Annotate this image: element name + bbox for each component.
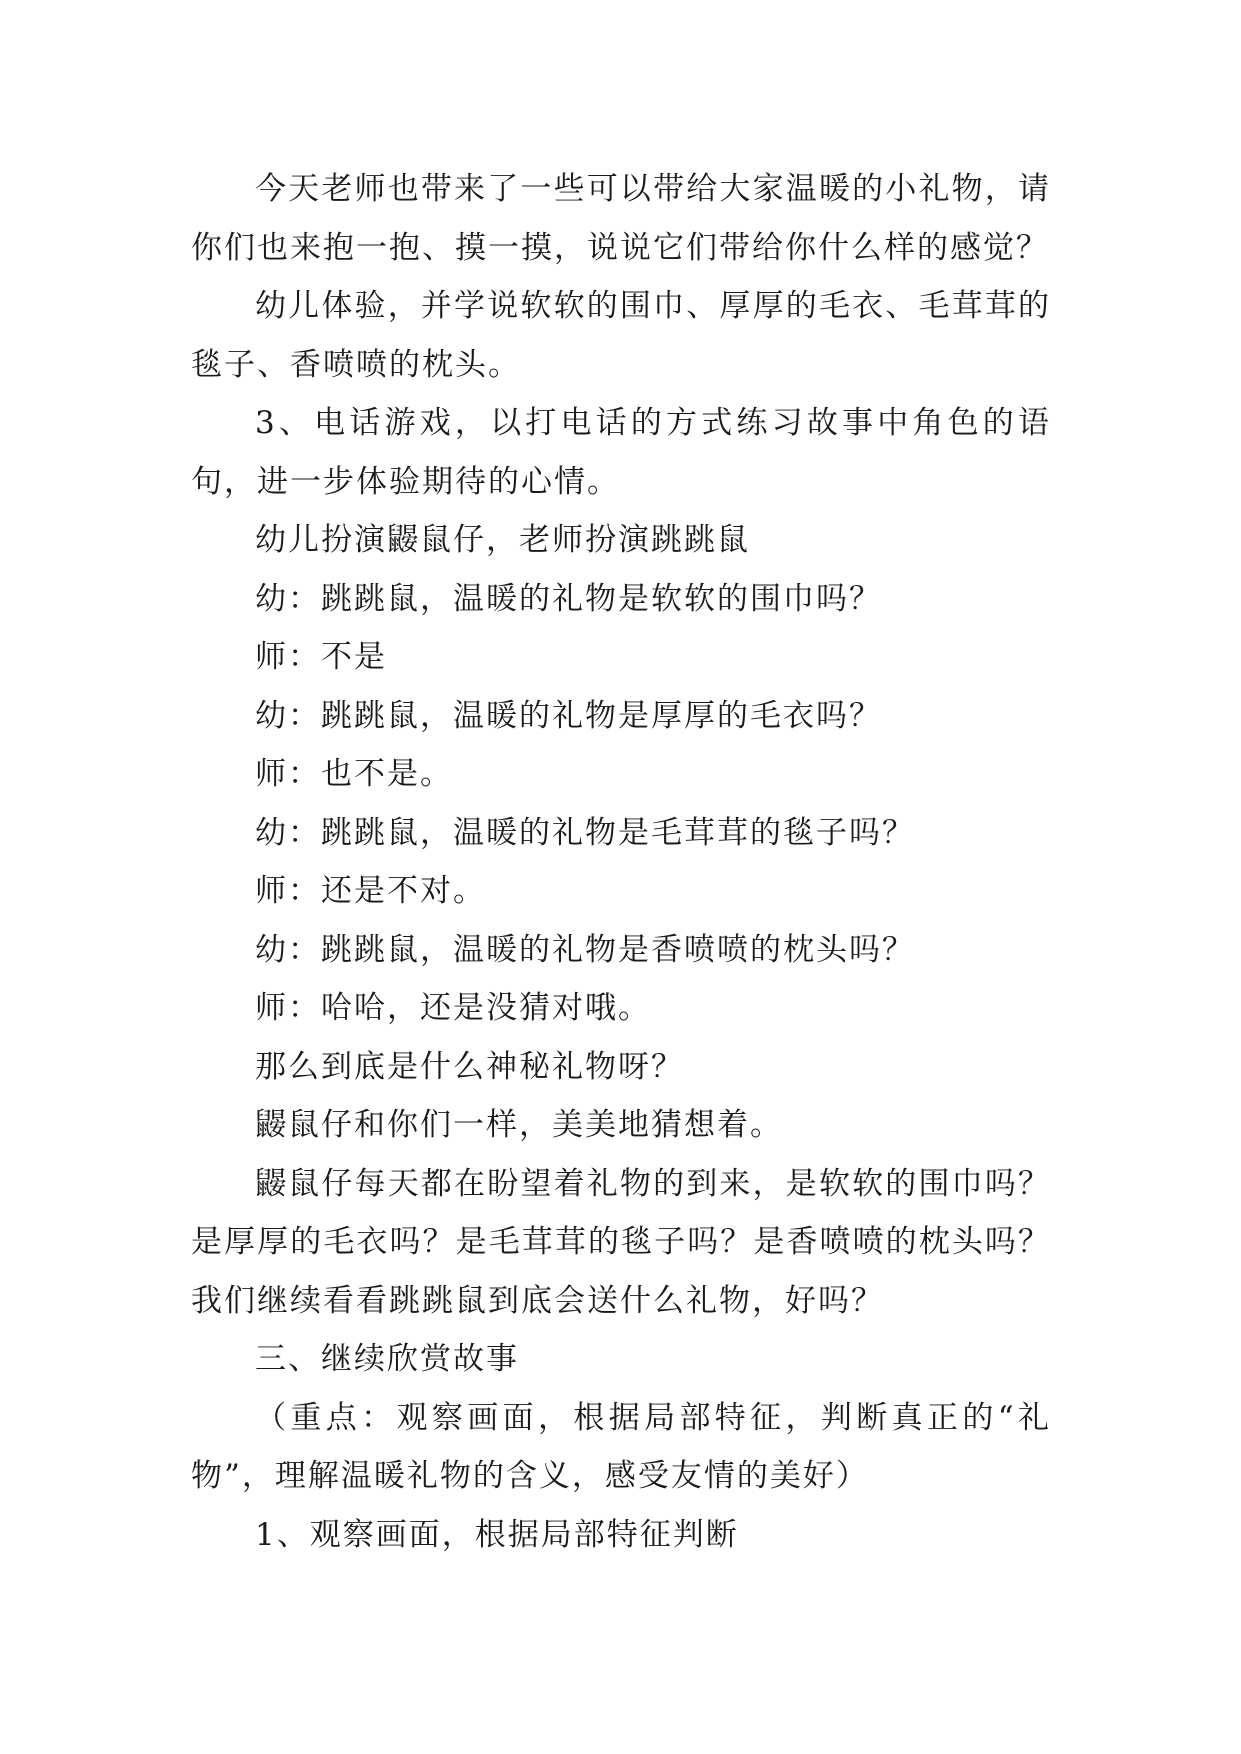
document-body — [191, 160, 1051, 1564]
paragraph-children-experience: 幼儿体验，并学说软软的围巾、厚厚的毛衣、毛茸茸的毯子、香喷喷的枕头。 — [191, 288, 1051, 383]
paragraph-key-points: （重点：观察画面，根据局部特征，判断真正的“礼物”，理解温暖礼物的含义，感受友情的美好） — [191, 1399, 1051, 1494]
dialogue-line: 师：还是不对。 — [255, 873, 486, 909]
section-heading: 三、继续欣赏故事 — [255, 1341, 519, 1377]
paragraph-gift-intro: 今天老师也带来了一些可以带给大家温暖的小礼物，请你们也来抱一抱、摸一摸，说说它们带给你什么样的感觉？ — [191, 171, 1051, 266]
paragraph-step-observe: 1、观察画面，根据局部特征判断 — [255, 1516, 739, 1553]
dialogue-line: 幼：跳跳鼠，温暖的礼物是香喷喷的枕头吗？ — [255, 931, 915, 968]
dialogue-line: 师：哈哈，还是没猜对哦。 — [255, 990, 651, 1026]
paragraph-mole-hopes: 鼹鼠仔每天都在盼望着礼物的到来，是软软的围巾吗？是厚厚的毛衣吗？是毛茸茸的毯子吗？是香喷喷的枕头吗？我们继续看看跳跳鼠到底会送什么礼物，好吗？ — [191, 1165, 1051, 1319]
dialogue-line: 师：也不是。 — [255, 756, 453, 792]
dialogue-line: 幼：跳跳鼠，温暖的礼物是厚厚的毛衣吗？ — [255, 697, 882, 734]
dialogue-line: 幼：跳跳鼠，温暖的礼物是毛茸茸的毯子吗？ — [255, 814, 915, 851]
paragraph-mystery-question: 那么到底是什么神秘礼物呀？ — [255, 1048, 684, 1085]
dialogue-line: 幼：跳跳鼠，温暖的礼物是软软的围巾吗？ — [255, 580, 882, 617]
paragraph-mole-imagines: 鼹鼠仔和你们一样，美美地猜想着。 — [255, 1107, 783, 1143]
dialogue-line: 师：不是 — [255, 639, 387, 675]
paragraph-roles: 幼儿扮演鼹鼠仔，老师扮演跳跳鼠 — [255, 522, 750, 558]
paragraph-phone-game: 3、电话游戏，以打电话的方式练习故事中角色的语句，进一步体验期待的心情。 — [191, 405, 1051, 500]
